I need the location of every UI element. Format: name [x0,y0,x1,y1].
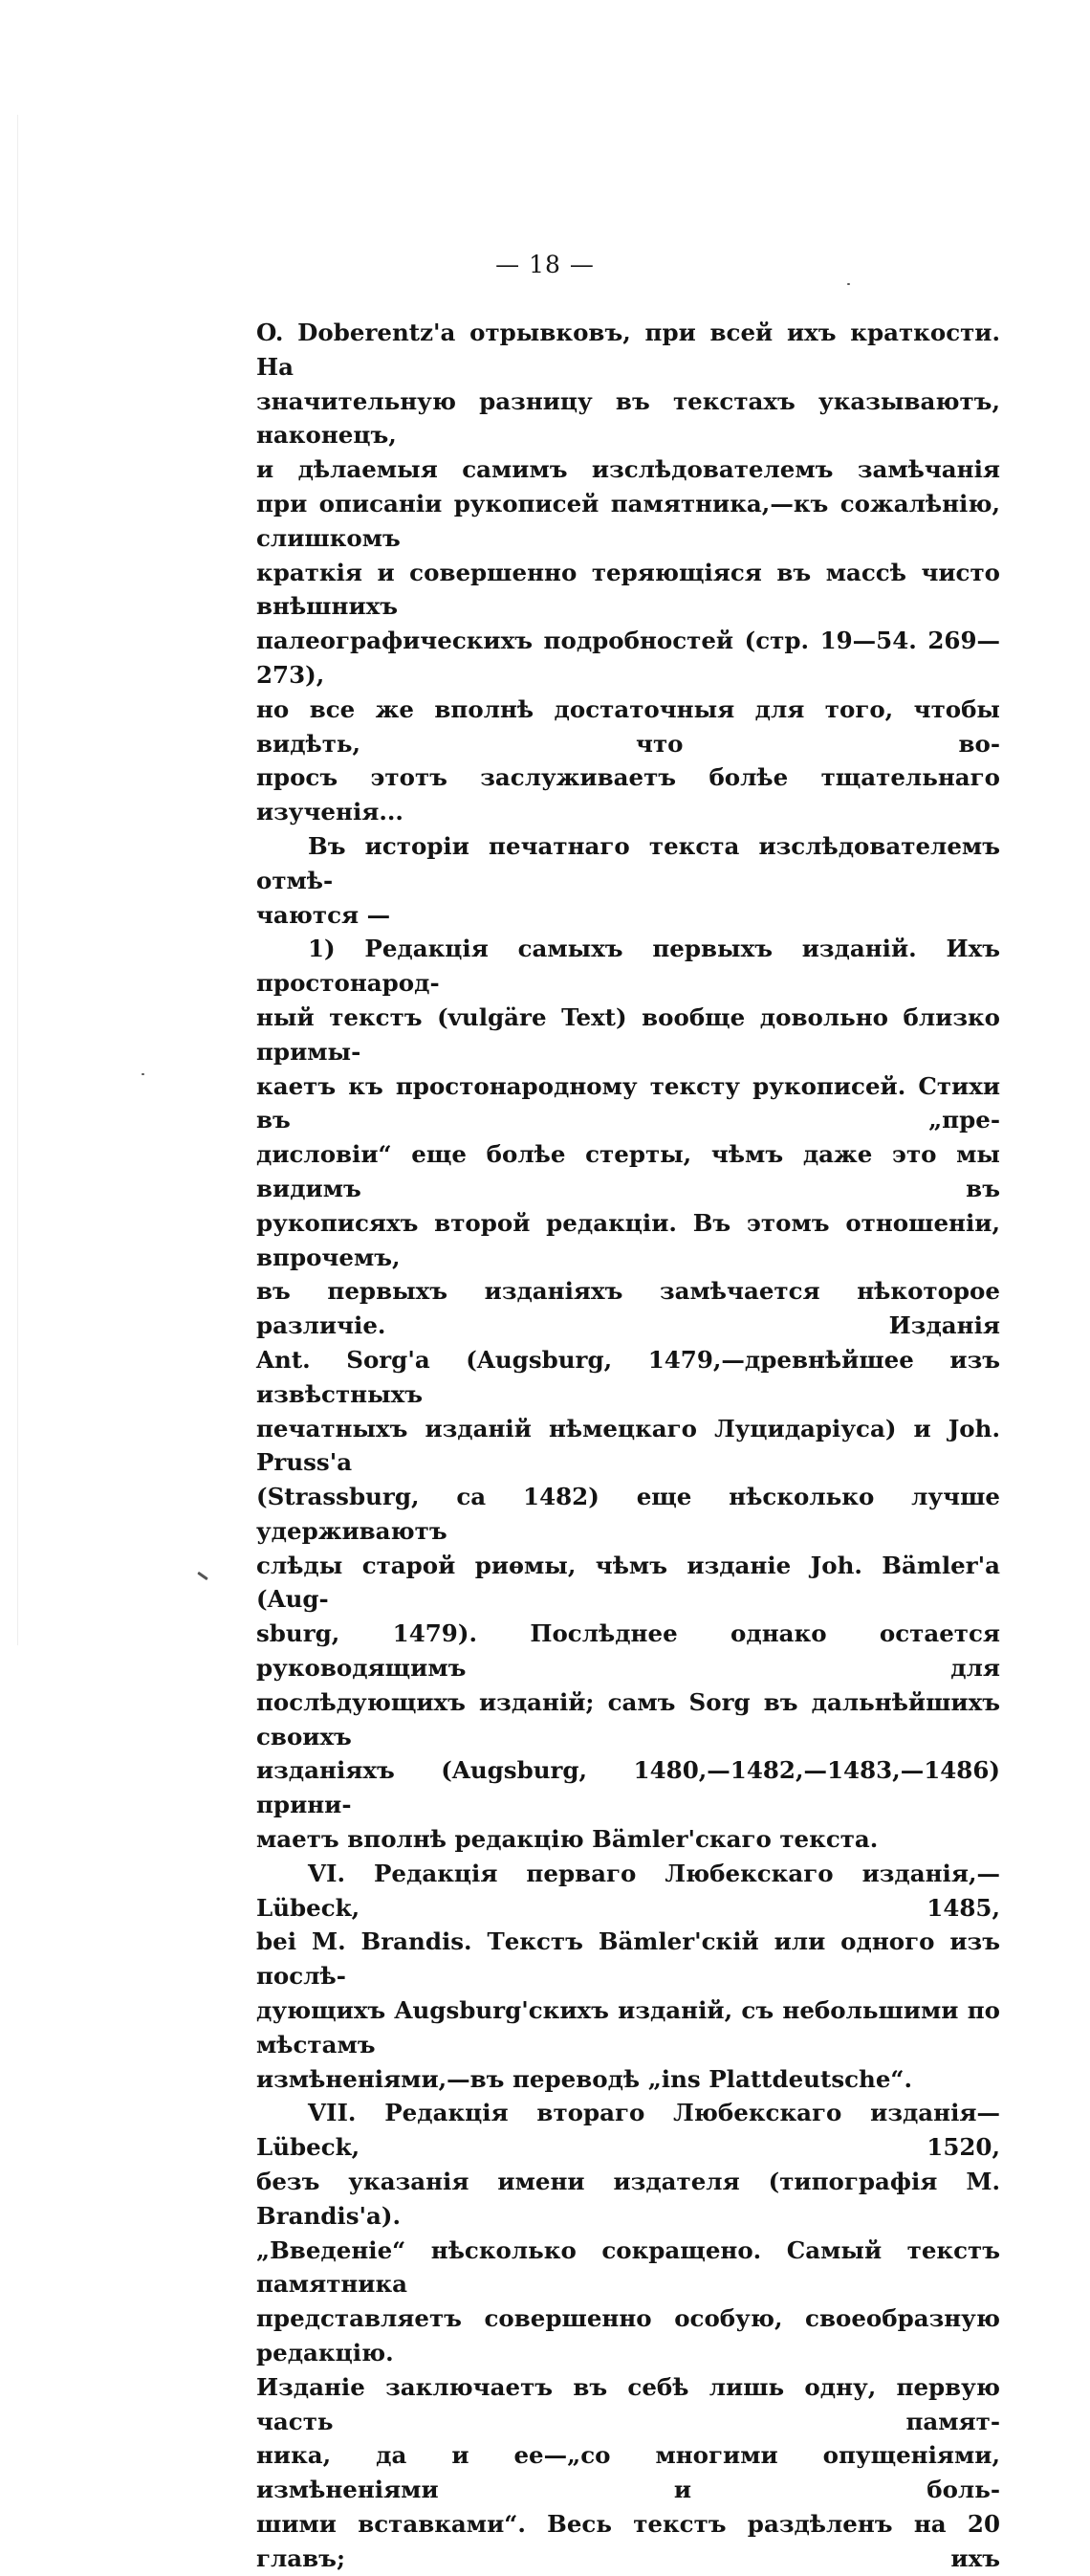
text-line [256,487,1000,556]
text-line [256,2301,1000,2370]
line-30: „Введеніе“ нѣсколько сокращено. Самый текстъ памятника [256,2235,1000,2299]
text-line [256,829,1000,898]
text-line [256,452,1000,487]
page-number: — 18 — [495,251,595,278]
text-line [256,2096,1000,2165]
text-line [256,1549,1000,1618]
text-line [256,1480,1000,1549]
text-line [256,556,1000,625]
text-line [256,898,1000,933]
line-7: просъ этотъ заслуживаетъ болѣе тщательнаго изученія... [256,763,1000,826]
line-5: палеографическихъ подробностей (стр. 19—54. 269—273), [256,627,1000,689]
text-line [256,2062,1000,2097]
text-line [256,385,1000,453]
line-20: sburg, 1479). Послѣднее однако остается руководящимъ для [256,1619,1000,1683]
line-22: изданіяхъ (Augsburg, 1480,—1482,—1483,—1486) прини- [256,1756,1000,1819]
line-34: шими вставками“. Весь текстъ раздѣленъ на 20 главъ; ихъ [256,2510,1000,2572]
line-8: Въ исторіи печатнаго текста изслѣдователемъ отмѣ- [256,831,1000,894]
text-line [256,316,1000,385]
text-line [256,693,1000,761]
line-16: Ant. Sorg'а (Augsburg, 1479,—древнѣйшее изъ извѣстныхъ [256,1345,1000,1408]
scan-speck [142,1073,144,1075]
line-11: ный текстъ (vulgäre Text) вообще довольно близко примы- [256,1002,1000,1066]
text-line [256,1857,1000,1926]
line-6: но все же вполнѣ достаточныя для того, чтобы видѣть, что во- [256,694,1000,758]
scan-speck [197,1572,208,1580]
line-19: слѣды старой риѳмы, чѣмъ изданіе Joh. Bämler'а (Aug- [256,1551,1000,1614]
text-line [256,1685,1000,1754]
line-17: печатныхъ изданій нѣмецкаго Луцидаріуса) и Joh. Pruss'а [256,1414,1000,1477]
line-10: 1) Редакція самыхъ первыхъ изданій. Ихъ простонарод- [256,935,1000,998]
line-33: ника, да и ее—„со многими опущеніями, измѣненіями и боль- [256,2441,1000,2504]
text-line [256,624,1000,693]
line-21: послѣдующихъ изданій; самъ Sorg въ дальнѣйшихъ своихъ [256,1687,1000,1750]
line-12: каетъ къ простонародному тексту рукописей. Стихи въ „пре- [256,1071,1000,1134]
text-line [256,1069,1000,1138]
text-line [256,1274,1000,1343]
text-line [256,1343,1000,1412]
text-line [256,2165,1000,2234]
line-32: Изданіе заключаетъ въ себѣ лишь одну, первую часть памят- [256,2372,1000,2435]
line-15: въ первыхъ изданіяхъ замѣчается нѣкоторое различіе. Изданія [256,1277,1000,1340]
line-4: краткія и совершенно теряющіяся въ массѣ чисто внѣшнихъ [256,558,1000,621]
text-line [256,932,1000,1001]
line-14: рукописяхъ второй редакціи. Въ этомъ отношеніи, впрочемъ, [256,1208,1000,1271]
text-line [256,1617,1000,1685]
line-28: VII. Редакція втораго Любекскаго изданія—Lübeck, 1520, [256,2099,1000,2162]
line-18: (Strassburg, ca 1482) еще нѣсколько лучше удерживаютъ [256,1483,1000,1545]
body-text [256,316,1000,2576]
text-line [256,1753,1000,1822]
line-9: чаются — [256,900,391,929]
text-line [256,1822,1000,1857]
line-23: маетъ вполнѣ редакцію Bämler'скаго текста. [256,1825,879,1854]
text-line [256,2438,1000,2507]
text-line [256,1925,1000,1993]
text-line [256,1206,1000,1275]
text-line [256,1001,1000,1069]
line-0: O. Doberentz'а отрывковъ, при всей ихъ краткости. На [256,319,1000,381]
line-29: безъ указанія имени издателя (типографія M. Brandis'а). [256,2168,1000,2230]
text-line [256,2370,1000,2439]
line-1: значительную разницу въ текстахъ указываютъ, наконецъ, [256,386,1000,450]
line-2: и дѣлаемыя самимъ изслѣдователемъ замѣчанія [256,455,1000,484]
text-line [256,760,1000,829]
text-line [256,2507,1000,2576]
text-line [256,1993,1000,2062]
line-3: при описаніи рукописей памятника,—къ сожалѣнію, слишкомъ [256,489,1000,552]
text-line [256,1412,1000,1481]
line-26: дующихъ Augsburg'скихъ изданій, съ небольшими по мѣстамъ [256,1996,1000,2059]
line-27: измѣненіями,—въ переводѣ „ins Plattdeutsche“. [256,2064,913,2093]
scan-speck [847,283,850,285]
scan-edge [17,115,18,1645]
text-line [256,2234,1000,2302]
line-25: bei M. Brandis. Текстъ Bämler'скій или одного изъ послѣ- [256,1927,1000,1991]
text-line [256,1137,1000,1206]
line-24: VI. Редакція перваго Любекскаго изданія,—Lübeck, 1485, [256,1859,1000,1922]
line-13: дисловіи“ еще болѣе стерты, чѣмъ даже это мы видимъ въ [256,1140,1000,1202]
line-31: представляетъ совершенно особую, своеобразную редакцію. [256,2304,1000,2367]
